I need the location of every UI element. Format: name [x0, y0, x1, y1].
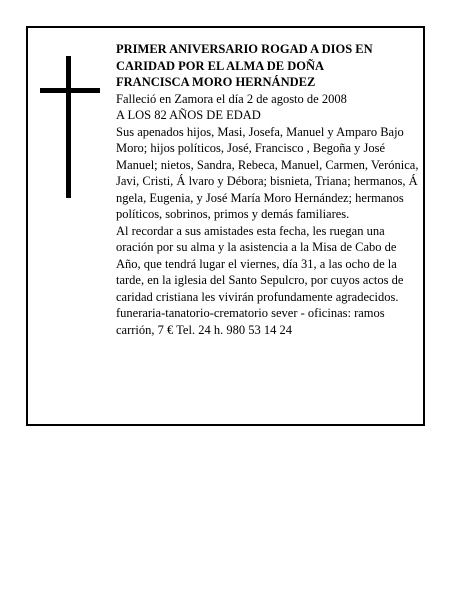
- notice-heading: [116, 41, 422, 91]
- family-paragraph: Sus apenados hijos, Masi, Josefa, Manuel y Amparo Bajo Moro; hijos políticos, José, Francisco , Begoña y José Manuel; nietos, Sandra, Rebeca, Manuel, Carmen, Verónica, Javi, Cristi, Á lvaro y Débora; bisnieta, Triana; hermanos, Á ngela, Eugenia, y José María Moro Hernández; hermanos políticos, sobrinos, primos y demás familiares.: [116, 124, 419, 221]
- death-date-line: Falleció en Zamora el día 2 de agosto de 2008: [116, 91, 347, 106]
- cross-icon: [40, 56, 100, 198]
- heading-line-2: CARIDAD POR EL ALMA DE DOÑA: [116, 58, 325, 73]
- notice-text: [116, 41, 422, 338]
- funeral-home-line: funeraria-tanatorio-crematorio sever - oficinas: ramos carrión, 7 € Tel. 24 h. 980 53 14 24: [116, 306, 385, 337]
- heading-line-3: FRANCISCA MORO HERNÁNDEZ: [116, 75, 316, 89]
- age-line: A LOS 82 AÑOS DE EDAD: [116, 108, 261, 122]
- obituary-notice: [26, 26, 425, 426]
- heading-line-1: PRIMER ANIVERSARIO ROGAD A DIOS EN: [116, 42, 373, 56]
- mass-invitation-paragraph: Al recordar a sus amistades esta fecha, les ruegan una oración por su alma y la asistencia a la Misa de Cabo de Año, que tendrá lugar el viernes, día 31, a las ocho de la tarde, en la iglesia del Santo Sepulcro, por cuyos actos de caridad cristiana les vivirán profundamente agradecidos.: [116, 223, 404, 304]
